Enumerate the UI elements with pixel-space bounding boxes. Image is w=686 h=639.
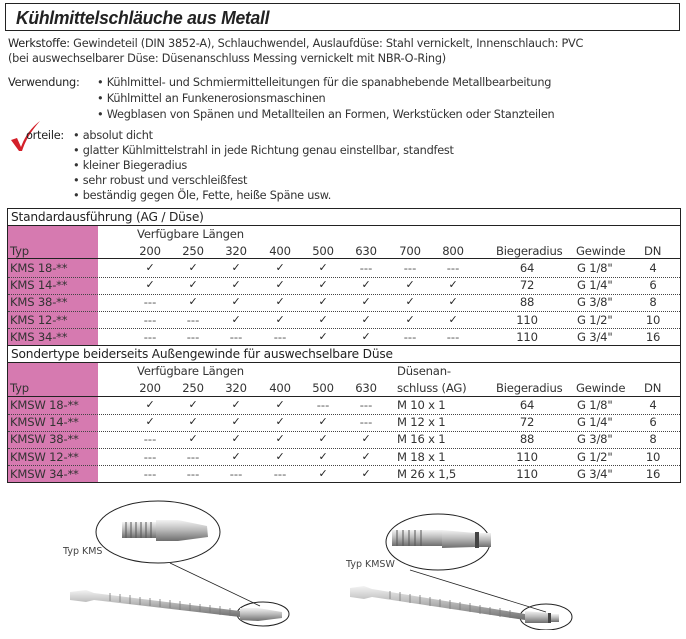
- verwendung-item: • Kühlmittel an Funkenerosionsmaschinen: [97, 92, 326, 105]
- sonder-header-typ: Typ: [10, 381, 29, 395]
- check-icon: ✓: [405, 295, 415, 309]
- standard-heading: Standardausführung (AG / Düse): [7, 208, 681, 226]
- sonder-heading: Sondertype beiderseits Außengewinde für auswechselbare Düse: [7, 345, 681, 363]
- vorteile-item: • kleiner Biegeradius: [73, 159, 188, 172]
- header-length-200: 200: [139, 244, 161, 258]
- header-dn: DN: [644, 244, 662, 258]
- cell-dn: 4: [649, 398, 657, 412]
- cell-biegeradius: 110: [516, 466, 538, 481]
- cell-dn: 8: [649, 295, 657, 310]
- werkstoffe-line2: (bei auswechselbarer Düse: Düsenanschluss Messing vernickelt mit NBR-O-Ring): [8, 52, 446, 65]
- header-length-200: 200: [139, 381, 161, 395]
- header-length-320: 320: [225, 244, 247, 258]
- check-icon: ✓: [145, 278, 155, 292]
- cell-typ: KMS 12-**: [10, 312, 68, 327]
- title-box: [5, 3, 680, 31]
- check-icon: ✓: [275, 312, 285, 326]
- cell-gewinde: G 1/4": [577, 278, 613, 293]
- check-icon: ✓: [275, 449, 285, 463]
- werkstoffe-text: Gewindeteil (DIN 3852-A), Schlauchwendel, Auslaufdüse: Stahl vernickelt, Innenschlauch: PVC: [69, 37, 584, 50]
- cell-gewinde: G 1/2": [577, 312, 613, 327]
- check-icon: ✓: [145, 261, 155, 274]
- cell-unavailable: ---: [273, 329, 287, 344]
- cell-unavailable: ---: [143, 295, 157, 310]
- cell-typ: KMS 18-**: [10, 261, 68, 275]
- check-icon: ✓: [405, 278, 415, 292]
- cell-biegeradius: 72: [519, 278, 535, 293]
- vorteile-item: • sehr robust und verschleißfest: [73, 174, 248, 187]
- cell-unavailable: ---: [186, 466, 200, 481]
- cell-typ: KMS 34-**: [10, 329, 68, 344]
- cell-gewinde: G 3/4": [577, 329, 613, 344]
- check-icon: ✓: [405, 312, 415, 326]
- check-icon: ✓: [318, 415, 328, 429]
- sonder-header-anschluss-1: Düsenan-: [397, 364, 451, 378]
- verwendung-item: • Kühlmittel- und Schmiermittelleitungen für die spanabhebende Metallbearbeitung: [97, 76, 552, 89]
- cell-biegeradius: 72: [519, 415, 535, 430]
- cell-biegeradius: 64: [519, 261, 535, 275]
- cell-dn: 4: [649, 261, 657, 275]
- check-icon: ✓: [188, 261, 198, 274]
- cell-anschluss: M 12 x 1: [397, 415, 446, 430]
- cell-unavailable: ---: [403, 261, 417, 275]
- cell-unavailable: ---: [143, 432, 157, 447]
- cell-biegeradius: 88: [519, 295, 535, 310]
- check-icon: ✓: [318, 295, 328, 309]
- check-icon: ✓: [361, 312, 371, 326]
- cell-gewinde: G 1/8": [577, 261, 613, 275]
- check-icon: ✓: [318, 312, 328, 326]
- header-gewinde: Gewinde: [576, 244, 626, 258]
- check-icon: ✓: [275, 415, 285, 429]
- cell-unavailable: ---: [359, 415, 373, 430]
- cell-biegeradius: 110: [516, 449, 538, 464]
- cell-dn: 6: [649, 415, 657, 430]
- metal-hose-kmsw-photo: [350, 500, 590, 630]
- header-length-400: 400: [269, 244, 291, 258]
- check-icon: ✓: [145, 415, 155, 429]
- cell-unavailable: ---: [359, 261, 373, 275]
- check-icon: ✓: [361, 278, 371, 292]
- header-length-630: 630: [355, 244, 377, 258]
- check-icon: ✓: [231, 449, 241, 463]
- header-gewinde: Gewinde: [576, 381, 626, 395]
- cell-biegeradius: 88: [519, 432, 535, 447]
- cell-unavailable: ---: [273, 466, 287, 481]
- check-icon: ✓: [318, 449, 328, 463]
- check-icon: ✓: [188, 432, 198, 446]
- cell-typ: KMS 38-**: [10, 295, 68, 310]
- cell-typ: KMS 14-**: [10, 278, 68, 293]
- cell-anschluss: M 26 x 1,5: [397, 466, 457, 481]
- sonder-header-rule: [8, 396, 680, 397]
- cell-unavailable: ---: [446, 261, 460, 275]
- check-icon: ✓: [361, 329, 371, 343]
- header-length-700: 700: [399, 244, 421, 258]
- cell-unavailable: ---: [186, 312, 200, 327]
- check-icon: ✓: [318, 329, 328, 343]
- cell-unavailable: ---: [186, 449, 200, 464]
- check-icon: ✓: [275, 295, 285, 309]
- header-length-630: 630: [355, 381, 377, 395]
- sonder-group-label: Verfügbare Längen: [137, 364, 244, 378]
- check-icon: ✓: [188, 278, 198, 292]
- check-icon: ✓: [318, 432, 328, 446]
- werkstoffe-label: Werkstoffe:: [8, 37, 70, 50]
- check-icon: ✓: [448, 312, 458, 326]
- check-icon: ✓: [188, 415, 198, 429]
- check-icon: ✓: [361, 449, 371, 463]
- standard-group-label: Verfügbare Längen: [137, 227, 244, 241]
- cell-unavailable: ---: [143, 466, 157, 481]
- verwendung-label: Verwendung:: [8, 76, 80, 89]
- check-icon: ✓: [188, 398, 198, 411]
- standard-header-typ: Typ: [10, 244, 29, 258]
- check-icon: ✓: [275, 278, 285, 292]
- cell-dn: 10: [645, 312, 661, 327]
- cell-anschluss: M 16 x 1: [397, 432, 446, 447]
- caption-kms: Typ KMS: [63, 546, 103, 557]
- check-icon: ✓: [318, 466, 328, 480]
- check-icon: ✓: [231, 278, 241, 292]
- werkstoffe-line1: [8, 37, 583, 50]
- cell-dn: 8: [649, 432, 657, 447]
- header-length-400: 400: [269, 381, 291, 395]
- header-length-500: 500: [312, 381, 334, 395]
- cell-typ: KMSW 34-**: [10, 466, 79, 481]
- vorteile-label: orteile:: [26, 129, 64, 142]
- header-length-250: 250: [182, 244, 204, 258]
- cell-unavailable: ---: [143, 449, 157, 464]
- check-icon: ✓: [145, 398, 155, 411]
- check-icon: ✓: [275, 432, 285, 446]
- sonder-header-anschluss-2: schluss (AG): [397, 381, 467, 395]
- cell-anschluss: M 18 x 1: [397, 449, 446, 464]
- check-icon: ✓: [231, 415, 241, 429]
- cell-unavailable: ---: [143, 312, 157, 327]
- metal-hose-kms-photo: [60, 500, 300, 630]
- check-icon: ✓: [361, 295, 371, 309]
- check-icon: ✓: [231, 295, 241, 309]
- cell-biegeradius: 110: [516, 329, 538, 344]
- cell-unavailable: ---: [229, 329, 243, 344]
- cell-unavailable: ---: [403, 329, 417, 344]
- cell-gewinde: G 1/4": [577, 415, 613, 430]
- cell-gewinde: G 3/8": [577, 295, 613, 310]
- header-length-250: 250: [182, 381, 204, 395]
- check-icon: ✓: [231, 261, 241, 274]
- check-icon: ✓: [361, 466, 371, 480]
- standard-header-rule: [8, 258, 680, 259]
- check-icon: ✓: [275, 261, 285, 274]
- cell-anschluss: M 10 x 1: [397, 398, 446, 412]
- check-icon: ✓: [318, 261, 328, 274]
- cell-typ: KMSW 14-**: [10, 415, 79, 430]
- check-icon: ✓: [448, 295, 458, 309]
- check-icon: ✓: [361, 432, 371, 446]
- cell-dn: 6: [649, 278, 657, 293]
- cell-unavailable: ---: [143, 329, 157, 344]
- cell-gewinde: G 3/8": [577, 432, 613, 447]
- cell-dn: 16: [645, 329, 661, 344]
- header-biegeradius: Biegeradius: [496, 244, 563, 258]
- cell-unavailable: ---: [446, 329, 460, 344]
- cell-gewinde: G 1/8": [577, 398, 613, 412]
- header-length-320: 320: [225, 381, 247, 395]
- header-length-500: 500: [312, 244, 334, 258]
- verwendung-item: • Wegblasen von Spänen und Metallteilen an Formen, Werkstücken oder Stanzteilen: [97, 108, 555, 121]
- check-icon: ✓: [231, 432, 241, 446]
- cell-biegeradius: 110: [516, 312, 538, 327]
- cell-gewinde: G 1/2": [577, 449, 613, 464]
- cell-unavailable: ---: [186, 329, 200, 344]
- check-icon: ✓: [231, 312, 241, 326]
- cell-unavailable: ---: [229, 466, 243, 481]
- header-length-800: 800: [442, 244, 464, 258]
- check-icon: ✓: [318, 278, 328, 292]
- check-icon: ✓: [188, 295, 198, 309]
- cell-biegeradius: 64: [519, 398, 535, 412]
- cell-gewinde: G 3/4": [577, 466, 613, 481]
- cell-unavailable: ---: [316, 398, 330, 412]
- cell-typ: KMSW 38-**: [10, 432, 79, 447]
- page-title: Kühlmittelschläuche aus Metall: [16, 7, 270, 28]
- check-icon: ✓: [231, 398, 241, 411]
- cell-unavailable: ---: [359, 398, 373, 412]
- cell-dn: 10: [645, 449, 661, 464]
- vorteile-item: • glatter Kühlmittelstrahl in jede Richtung genau einstellbar, standfest: [73, 144, 454, 157]
- header-dn: DN: [644, 381, 662, 395]
- cell-typ: KMSW 18-**: [10, 398, 79, 412]
- header-biegeradius: Biegeradius: [496, 381, 563, 395]
- caption-kmsw: Typ KMSW: [346, 559, 395, 570]
- vorteile-item: • absolut dicht: [73, 129, 153, 142]
- vorteile-item: • beständig gegen Öle, Fette, heiße Späne usw.: [73, 189, 332, 202]
- check-icon: ✓: [275, 398, 285, 411]
- check-icon: ✓: [448, 278, 458, 292]
- cell-typ: KMSW 12-**: [10, 449, 79, 464]
- cell-dn: 16: [645, 466, 661, 481]
